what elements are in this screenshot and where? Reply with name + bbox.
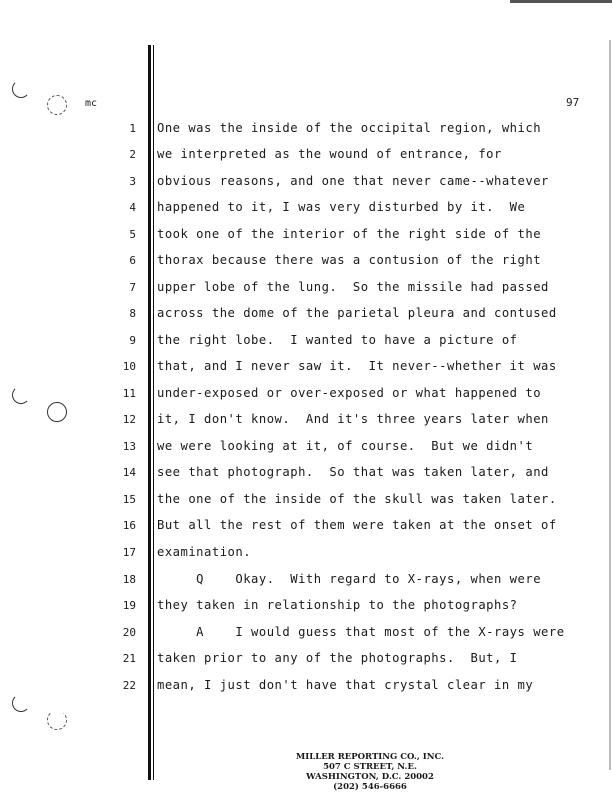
- line-text: it, I don't know. And it's three years later when: [157, 412, 549, 426]
- line-text: A I would guess that most of the X-rays were: [157, 625, 565, 639]
- line-text: upper lobe of the lung. So the missile had passed: [157, 280, 549, 294]
- line-number: 12: [122, 413, 136, 426]
- footer-street: 507 C STREET, N.E.: [323, 762, 417, 772]
- line-text: happened to it, I was very disturbed by it. We: [157, 200, 526, 214]
- line-number: 4: [129, 201, 136, 214]
- line-number: 8: [129, 307, 136, 320]
- line-number: 11: [122, 387, 136, 400]
- line-number: 15: [122, 493, 136, 506]
- binder-hole: [47, 402, 67, 422]
- line-text: One was the inside of the occipital region, which: [157, 121, 542, 135]
- line-number: 6: [129, 254, 136, 267]
- line-text: they taken in relationship to the photographs?: [157, 598, 518, 612]
- binder-mark: [12, 80, 30, 98]
- line-text: Q Okay. With regard to X-rays, when were: [157, 572, 542, 586]
- footer-city: WASHINGTON, D.C. 20002: [306, 772, 434, 782]
- line-text: But all the rest of them were taken at the onset of: [157, 518, 557, 532]
- line-number: 5: [129, 228, 136, 241]
- line-text: took one of the interior of the right side of the: [157, 227, 542, 241]
- footer-phone: (202) 546-6666: [333, 782, 407, 792]
- scan-edge-rule: [510, 0, 612, 3]
- line-text: obvious reasons, and one that never came--whatever: [157, 174, 549, 188]
- line-number: 3: [129, 175, 136, 188]
- line-number: 19: [122, 599, 136, 612]
- line-text: across the dome of the parietal pleura and contused: [157, 306, 557, 320]
- line-number: 10: [122, 360, 136, 373]
- line-number: 2: [129, 148, 136, 161]
- line-text: the right lobe. I wanted to have a picture of: [157, 333, 518, 347]
- line-number: 16: [122, 519, 136, 532]
- line-text: mean, I just don't have that crystal clear in my: [157, 678, 534, 692]
- line-text: see that photograph. So that was taken later, and: [157, 465, 549, 479]
- line-number: 18: [122, 573, 136, 586]
- line-text: under-exposed or over-exposed or what happened to: [157, 386, 542, 400]
- line-text: we were looking at it, of course. But we didn't: [157, 439, 534, 453]
- line-number: 20: [122, 626, 136, 639]
- scan-edge-shadow: [609, 40, 611, 770]
- binder-hole: [47, 710, 67, 730]
- line-number: 1: [129, 122, 136, 135]
- margin-rule: [153, 45, 154, 780]
- reporter-footer: [270, 752, 470, 792]
- line-text: examination.: [157, 545, 252, 559]
- line-text: the one of the inside of the skull was taken later.: [157, 492, 557, 506]
- binder-mark: [12, 386, 30, 404]
- line-text: thorax because there was a contusion of the right: [157, 253, 542, 267]
- line-number: 22: [122, 679, 136, 692]
- line-number: 14: [122, 466, 136, 479]
- line-text: taken prior to any of the photographs. But, I: [157, 651, 518, 665]
- line-number: 9: [129, 334, 136, 347]
- line-number: 21: [122, 652, 136, 665]
- line-number: 7: [129, 281, 136, 294]
- binder-hole: [47, 95, 67, 115]
- line-number: 13: [122, 440, 136, 453]
- reporter-initials: mc: [85, 98, 98, 109]
- margin-rule: [148, 45, 151, 780]
- footer-company: MILLER REPORTING CO., INC.: [295, 752, 445, 762]
- binder-mark: [12, 694, 30, 712]
- line-text: that, and I never saw it. It never--whether it was: [157, 359, 557, 373]
- line-text: we interpreted as the wound of entrance, for: [157, 147, 502, 161]
- line-number: 17: [122, 546, 136, 559]
- page-number: 97: [566, 96, 580, 109]
